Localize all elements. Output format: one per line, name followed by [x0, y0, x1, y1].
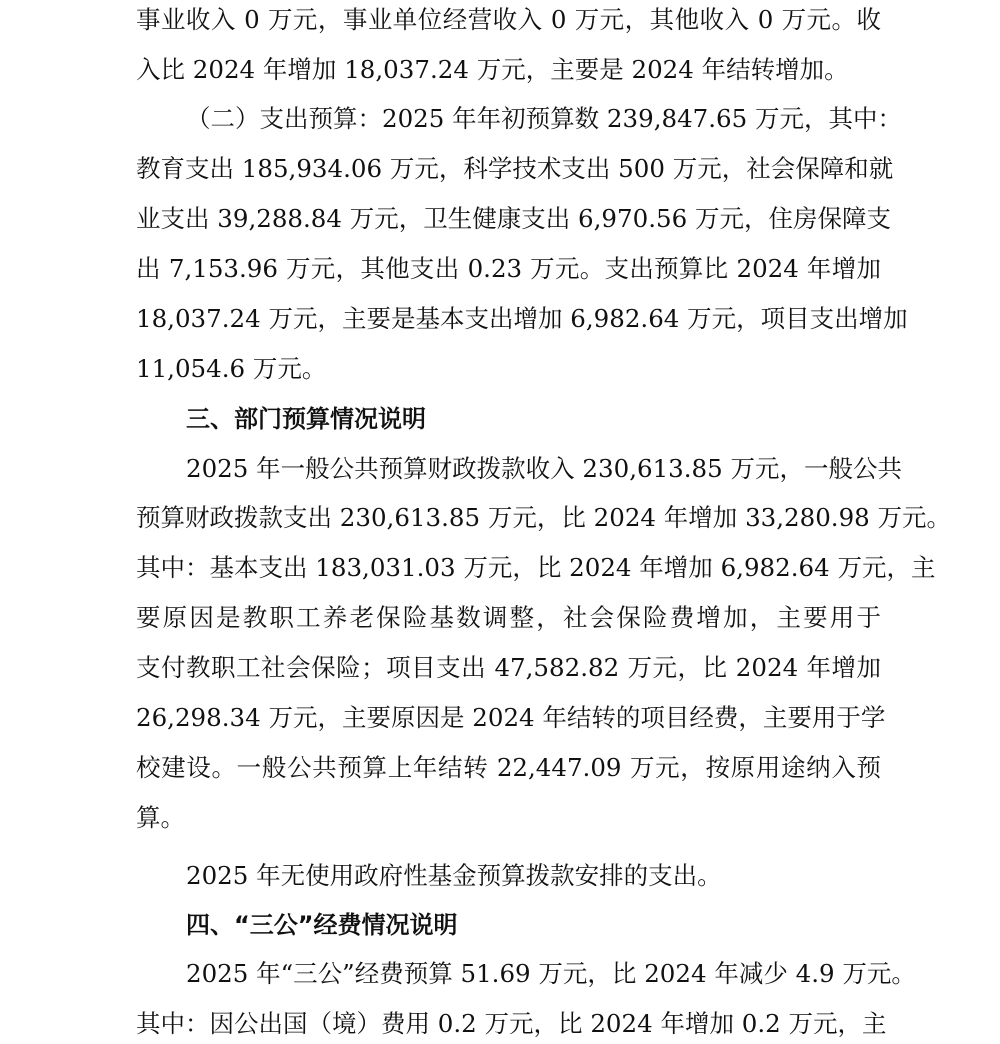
- paragraph-line: 2025 年无使用政府性基金预算拨款安排的支出。: [186, 861, 722, 890]
- paragraph-line: 入比 2024 年增加 18,037.24 万元，主要是 2024 年结转增加。: [136, 55, 849, 84]
- paragraph-line: 2025 年“三公”经费预算 51.69 万元，比 2024 年减少 4.9 万元。: [186, 959, 916, 988]
- paragraph-line: 26,298.34 万元，主要原因是 2024 年结转的项目经费，主要用于学: [136, 703, 886, 732]
- section-heading: 三、部门预算情况说明: [186, 405, 426, 433]
- document-page: [136, 0, 952, 1043]
- paragraph-line: 11,054.6 万元。: [136, 354, 327, 383]
- paragraph-line: 预算财政拨款支出 230,613.85 万元，比 2024 年增加 33,280.98 万元。: [136, 503, 952, 532]
- paragraph-line: （二）支出预算：2025 年年初预算数 239,847.65 万元，其中：: [186, 104, 902, 133]
- paragraph-line: 18,037.24 万元，主要是基本支出增加 6,982.64 万元，项目支出增加: [136, 304, 908, 333]
- paragraph-line: 事业收入 0 万元，事业单位经营收入 0 万元，其他收入 0 万元。收: [136, 5, 881, 34]
- paragraph-line: 校建设。一般公共预算上年结转 22,447.09 万元，按原用途纳入预: [136, 753, 881, 782]
- paragraph-line: 要原因是教职工养老保险基数调整，社会保险费增加，主要用于: [136, 603, 881, 632]
- paragraph-line: 教育支出 185,934.06 万元，科学技术支出 500 万元，社会保障和就: [136, 154, 894, 183]
- section-heading: 四、“三公”经费情况说明: [186, 911, 458, 939]
- paragraph-line: 其中：因公出国（境）费用 0.2 万元，比 2024 年增加 0.2 万元，主: [136, 1009, 887, 1038]
- paragraph-line: 业支出 39,288.84 万元，卫生健康支出 6,970.56 万元，住房保障支: [136, 204, 891, 233]
- paragraph-line: 其中：基本支出 183,031.03 万元，比 2024 年增加 6,982.64 万元，主: [136, 553, 936, 582]
- paragraph-line: 2025 年一般公共预算财政拨款收入 230,613.85 万元，一般公共: [186, 454, 902, 483]
- paragraph-line: 支付教职工社会保险；项目支出 47,582.82 万元，比 2024 年增加: [136, 653, 881, 682]
- paragraph-line: 算。: [136, 803, 185, 832]
- paragraph-line: 出 7,153.96 万元，其他支出 0.23 万元。支出预算比 2024 年增加: [136, 254, 881, 283]
